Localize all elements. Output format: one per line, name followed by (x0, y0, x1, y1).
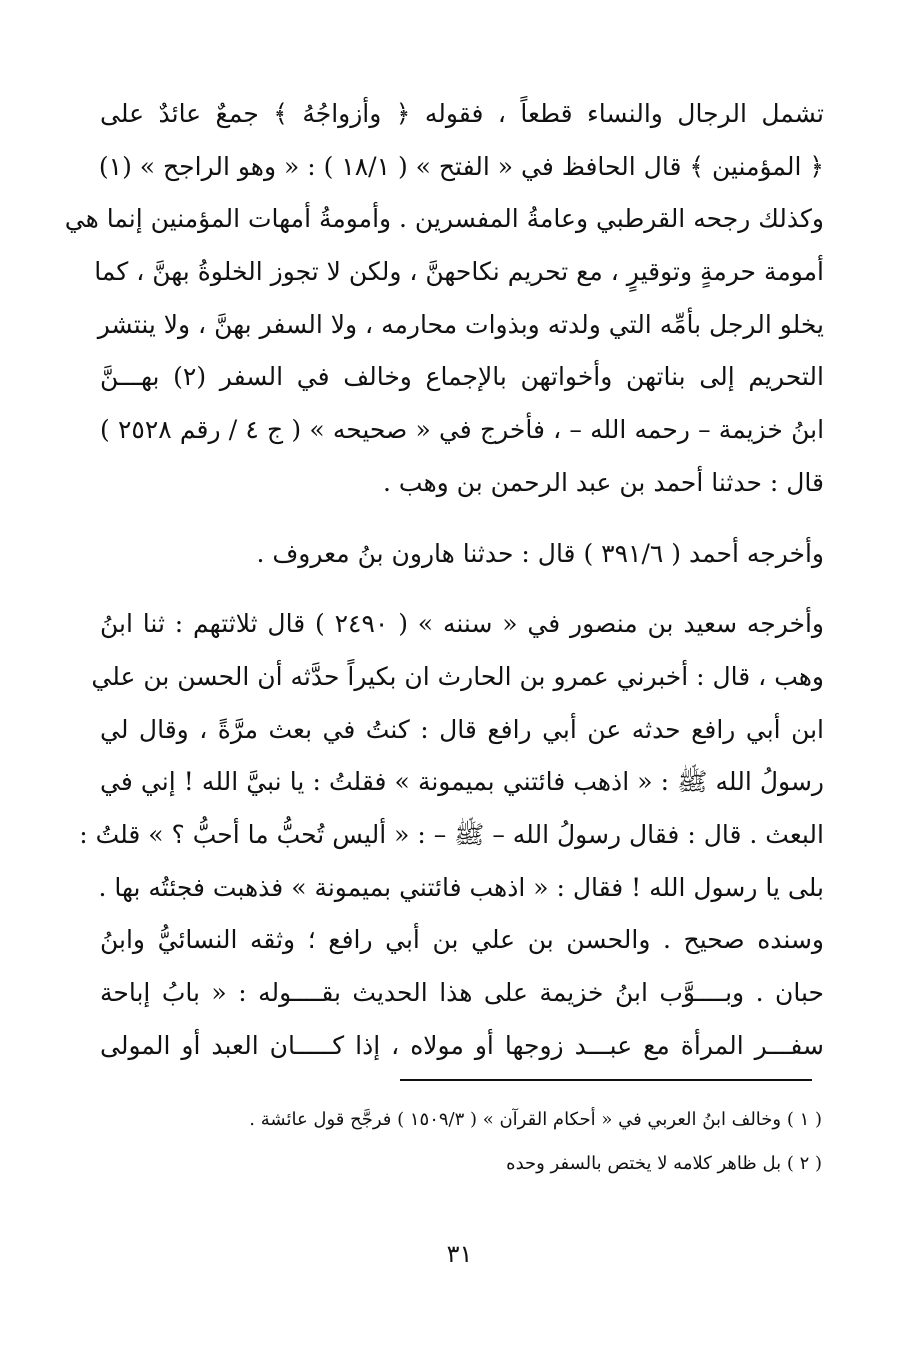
footnote-1: ( ١ ) وخالف ابنُ العربي في « أحكام القرآن » ( ١٥٠٩/٣ ) فرجَّح قول عائشة . (249, 1109, 822, 1130)
text-line: أمومة حرمةٍ وتوقيرٍ ، مع تحريم نكاحهنَّ ، ولكن لا تجوز الخلوةُ بهنَّ ، كما (94, 257, 824, 287)
footnotes (249, 1098, 822, 1186)
page-number: ٣١ (446, 1240, 473, 1268)
text-line: يخلو الرجل بأمِّه التي ولدته وبذوات محارمه ، ولا السفر بهنَّ ، ولا ينتشر (97, 309, 824, 339)
text-line: سفـــر المرأة مع عبـــد زوجها أو مولاه ، إذا كـــــان العبد أو المولى (100, 1030, 824, 1060)
text-line: ﴿ المؤمنين ﴾ قال الحافظ في « الفتح » ( ١٨/١ ) : « وهو الراجح » (١) (98, 151, 824, 181)
text-line: تشمل الرجال والنساء قطعاً ، فقوله ﴿ وأزواجُهُ ﴾ جمعٌ عائدٌ على (100, 99, 824, 128)
footnote-divider (400, 1079, 812, 1081)
text-line: ابنُ خزيمة – رحمه الله – ، فأخرج في « صحيحه » ( ج ٤ / رقم ٢٥٢٨ ) (100, 415, 825, 445)
text-line: البعث . قال : فقال رسولُ الله – ﷺ – : « أليس تُحبُّ ما أحبُّ ؟ » قلتُ : (79, 819, 824, 849)
text-line: وسنده صحيح . والحسن بن علي بن أبي رافع ؛ وثقه النسائيُّ وابنُ (100, 925, 824, 955)
text-line: بلى يا رسول الله ! فقال : « اذهب فائتني بميمونة » فذهبت فجئتُه بها . (98, 872, 824, 902)
text-line: وكذلك رجحه القرطبي وعامةُ المفسرين . وأمومةُ أمهات المؤمنين إنما هي (64, 204, 824, 234)
text-line: حبان . وبــــوَّب ابنُ خزيمة على هذا الحديث بقــــوله : « بابُ إباحة (100, 978, 824, 1007)
text-line: ابن أبي رافع حدثه عن أبي رافع قال : كنتُ في بعث مرَّةً ، وقال لي (100, 714, 824, 744)
text-line: وأخرجه أحمد ( ٣٩١/٦ ) قال : حدثنا هارون بنُ معروف . (256, 538, 824, 568)
main-text (64, 88, 825, 1072)
text-line: قال : حدثنا أحمد بن عبد الرحمن بن وهب . (383, 467, 824, 497)
text-line: وهب ، قال : أخبرني عمرو بن الحارث ان بكيراً حدَّثه أن الحسن بن علي (91, 661, 824, 691)
footnote-2: ( ٢ ) بل ظاهر كلامه لا يختص بالسفر وحده (506, 1153, 822, 1174)
text-line: رسولُ الله ﷺ : « اذهب فائتني بميمونة » فقلتُ : يا نبيَّ الله ! إني في (100, 767, 824, 797)
text-line: وأخرجه سعيد بن منصور في « سننه » ( ٢٤٩٠ ) قال ثلاثتهم : ثنا ابنُ (100, 609, 824, 639)
text-line: التحريم إلى بناتهن وأخواتهن بالإجماع وخالف في السفر (٢) بهـــنَّ (100, 362, 824, 392)
